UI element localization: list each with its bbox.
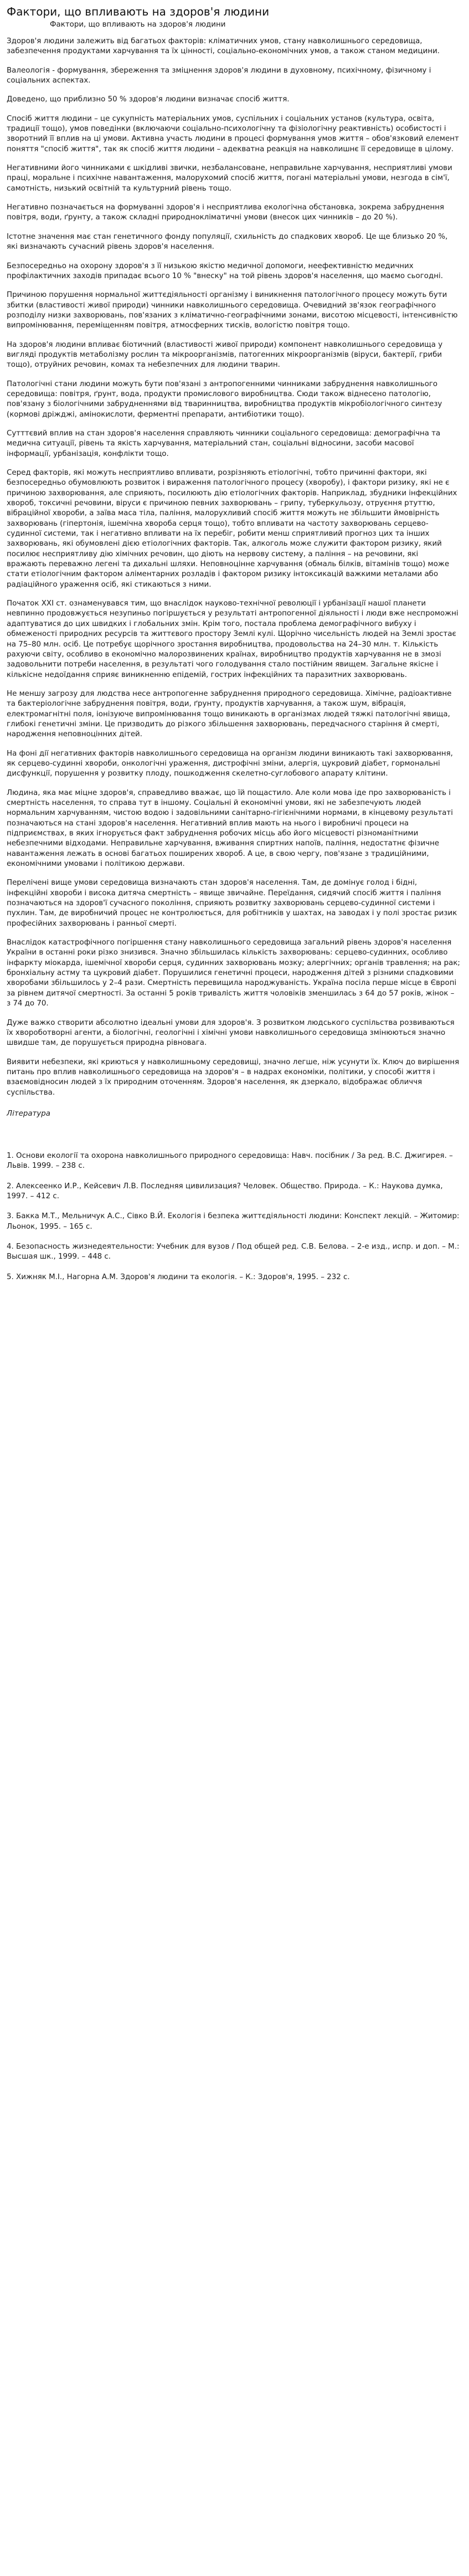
- paragraph: Спосіб життя людини – це сукупність матеріальних умов, суспільних і соціальних установ (культура, освіта, традиції тощо), умов поведінки (включаючи соціально-психологічну та фізіологічну реактивність) особистості і зворотний її вплив на ці умови. Активна участь людини в процесі формування умов життя – обов'язковий елемент поняття "спосіб життя", так як спосіб життя людини – адекватна реакція на навколишнє її середовище в цілому.: [7, 114, 459, 153]
- paragraph: Сутттєвий вплив на стан здоров'я населення справляють чинники соціального середовища: демографічна та медична ситуації, рівень та якість харчування, матеріальний стан, соціальні відносини, засоби масової інформації, урбанізація, конфлікти тощо.: [7, 429, 441, 458]
- paragraph: Внаслідок катастрофічного погіршення стану навколишнього середовища загальний рівень здоров'я населення України в останні роки різко знизився. Значно збільшилась кількість захворювань: серцево-судинних, особливо інфаркту міокарда, ішемічної хвороби серця, судинних захворювань мозку; алергічних; органів травлення; на рак; бронхіальну астму та цукровий діабет. Порушилися генетичні процеси, народження дітей з різними спадковими хворобами збільшилось у 2–4 рази. Смертність перевищила народжуваність. Україна посіла перше місце в Європі за рівнем дитячої смертності. За останні 5 років тривалість життя чоловіків зменшилась з 64 до 57 років, жінок – з 74 до 70.: [7, 938, 460, 1008]
- paragraph: Істотне значення має стан генетичного фонду популяції, схильність до спадкових хвороб. Це ще близько 20 %, які визначають сучасний рівень здоров'я населення.: [7, 232, 448, 252]
- reference-list: [7, 1151, 460, 1282]
- paragraph: Здоров'я людини залежить від багатьох факторів: кліматичних умов, стану навколишнього середовища, забезпечення продуктами харчування та їх цінності, соціально-економічних умов, а також станом медицини.: [7, 37, 440, 56]
- reference-item: 4. Безопасность жизнедеятельности: Учебник для вузов / Под общей ред. С.В. Белова. – 2-е изд., испр. и доп. – М.: Высшая шк., 1999. – 448 с.: [7, 1242, 460, 1261]
- article-body: [7, 37, 460, 1098]
- reference-item: 5. Хижняк М.І., Нагорна А.М. Здоров'я людини та екологія. – К.: Здоров'я, 1995. – 232 с.: [7, 1272, 350, 1281]
- page-subtitle: Фактори, що впливають на здоров'я людини: [50, 20, 226, 29]
- paragraph: Дуже важко створити абсолютно ідеальні умови для здоров'я. З розвитком людського суспільства розвиваються їх хвороботворні агенти, а біологічні, геологічні і хімічні умови навколишнього середовища змінюються значно швидше там, де порушується природна рівновага.: [7, 1018, 455, 1048]
- paragraph: Патологічні стани людини можуть бути пов'язані з антропогенними чинниками забруднення навколишнього середовища: повітря, ґрунт, вода, продукти промислового виробництва. Сюди також віднесено патологію, пов'язану з біологічними забрудненнями від тваринництва, виробництва продуктів мікробіологічного синтезу (кормові дріжджі, амінокислоти, ферментні препарати, антибіотики тощо).: [7, 379, 442, 419]
- paragraph: Початок XXI ст. ознаменувався тим, що внаслідок науково-технічної революції і урбанізації нашої планети невпинно продовжується незупиньо погіршується у результаті антропогенної діяльності і люди вже неспроможні адаптуватися до цих швидких і глобальних змін. Крім того, постала проблема демографічного вибуху і обмеженості природних ресурсів та життєвого простору Землі кулі. Щорічно чисельність людей на Землі зростає на 75–80 млн. осіб. Це потребує щорічного зростання виробництва, продовольства на 24–30 млн. т. Кількість рахуючи світу, особливо в економічно малорозвинених країнах, виробництво продуктів харчування не в змозі задовольнити потреби населення, в результаті чого голодування стало постійним явищем. Загальне якісне і кількісне недоїдання сприяє виникненню епідемій, гострих інфекційних та паразитних захворювань.: [7, 599, 458, 679]
- paragraph: Людина, яка має міцне здоров'я, справедливо вважає, що їй пощастило. Але коли мова іде про захворюваність і смертність населення, то справа тут в іншому. Соціальні й економічні умови, які не забезпечують людей нормальним харчуванням, чистою водою і задовільними санітарно-гігієнічними нормами, в кінцевому результаті позначаються на стані здоров'я населення. Негативний вплив мають на нього і виробничі процеси на підприємствах, в яких ігнорується факт забруднення робочих місць або його місцевості різноманітними небезпечними відходами. Неправильне харчування, вживання спиртних напоїв, паління, недостатнє фізичне навантаження лежать в основі багатьох поширених хвороб. А це, в свою чергу, пов'язане з традиційними, економічними умовами і політикою держави.: [7, 788, 453, 869]
- paragraph: Негативними його чинниками є шкідливі звички, незбалансоване, неправильне харчування, несприятливі умови праці, моральне і психічне навантаження, малорухомий спосіб життя, погані матеріальні умови, незгода в сім'ї, самотність, низький освітній та культурний рівень тощо.: [7, 164, 452, 193]
- paragraph: Причиною порушення нормальної життєдіяльності організму і виникнення патологічного процесу можуть бути збитки (властивості живої природи) чинники навколишнього середовища. Очевидний зв'язок географічного розподілу низки захворювань, пов'язаних з кліматично-географічними зонами, висотою місцевості, інтенсивністю випромінювання, переміщенням повітря, атмосферних тисків, вологістю повітря тощо.: [7, 291, 458, 330]
- paragraph: Негативно позначається на формуванні здоров'я і несприятлива екологічна обстановка, зокрема забруднення повітря, води, ґрунту, а також складні природнокліматичні умови (внесок цих чинників – до 20 %).: [7, 203, 445, 222]
- literature-heading: Література: [7, 1109, 50, 1118]
- paragraph: Виявити небезпеки, які криються у навколишньому середовищі, значно легше, ніж усунути їх. Ключ до вирішення питань про вплив навколишнього середовища на здоров'я – в надрах економіки, політики, у способі життя і взаємовідносин людей з їх природним оточенням. Здоров'я населення, як дзеркало, відображає обличчя суспільства.: [7, 1058, 460, 1097]
- page-title: Фактори, що впливають на здоров'я людини: [7, 5, 270, 18]
- paragraph: Перелічені вище умови середовища визначають стан здоров'я населення. Там, де домінує голод і бідні, інфекційні хвороби і висока дитяча смертність – явище звичайне. Переїдання, сидячий спосіб життя і паління позначаються на здоров'ї сучасного покоління, сприяють розвитку захворювань серцево-судинної системи і пухлин. Там, де виробничий процес не контролюється, для робітників у шахтах, на заводах і у полі зростає ризик професійних захворювань і ранньої смерті.: [7, 879, 457, 928]
- paragraph: Не меншу загрозу для людства несе антропогенне забруднення природного середовища. Хімічне, радіоактивне та бактеріологічне забруднення повітря, води, ґрунту, продуктів харчування, а також шум, вібрація, електромагнітні поля, іонізуюче випромінювання тощо виникають в організмах людей тяжкі патологічні явища, глибокі генетичні зміни. Це призводить до різкого збільшення захворювань, передчасного старіння й смерті, народження неповноцінних дітей.: [7, 689, 452, 739]
- reference-item: 1. Основи екології та охорона навколишнього природного середовища: Навч. посібник / За ред. В.С. Джигирея. – Львів. 1999. – 238 с.: [7, 1151, 453, 1171]
- paragraph: Серед факторів, які можуть несприятливо впливати, розрізняють етіологічні, тобто причинні фактори, які безпосередньо обумовлюють розвиток і вираження патологічного процесу (хворобу), і фактори ризику, які не є причиною захворювання, але сприяють, посилюють дію етіологічних факторів. Наприклад, збудники інфекційних хвороб, токсичні речовини, віруси є причиною певних захворювань – грипу, туберкульозу, отруєння ртуттю, вібраційної хвороби, а заїва маса тіла, паління, малорухливий спосіб життя можуть не збільшити ймовірність захворювань (гіпертонія, ішемічна хвороба серця тощо), тобто впливати на частоту захворювань серцево-судинної системи, так і негативно впливати на їх перебіг, робити менш сприятливий прогноз цих та інших захворювань, які обумовлені дією етіологічних факторів. Так, алкоголь може служити фактором ризику, який посилює несприятливу дію хімічних речовин, що діють на нервову систему, а паління – на речовини, які вражають переважно легені та дихальні шляхи. Неповноцінне харчування (обмаль білків, вітамінів тощо) може стати етіологічним фактором аліментарних розладів і фактором ризику інтоксикацій важкими металами або радіаційного ураження осіб, які стикаються з ними.: [7, 469, 457, 589]
- reference-item: 2. Алексеенко И.Р., Кейсевич Л.В. Последняя цивилизация? Человек. Общество. Природа. – К.: Наукова думка, 1997. – 412 с.: [7, 1182, 443, 1200]
- document-page: [0, 4, 469, 1282]
- paragraph: Безпосередньо на охорону здоров'я з її низькою якістю медичної допомоги, неефективністю медичних профілактичних заходів припадає всього 10 % "внеску" на той рівень здоров'я населення, що маємо сьогодні.: [7, 261, 443, 280]
- paragraph: Валеологія - формування, збереження та зміцнення здоров'я людини в духовному, психічному, фізичному і соціальних аспектах.: [7, 66, 431, 85]
- paragraph: Доведено, що приблизно 50 % здоров'я людини визначає спосіб життя.: [7, 95, 290, 104]
- reference-item: 3. Бакка М.Т., Мельничук А.С., Сівко В.Й. Екологія і безпека життєдіяльності людини: Конспект лекцій. – Житомир: Льонок, 1995. – 165 с.: [7, 1212, 460, 1231]
- paragraph: На здоров'я людини впливає біотичний (властивості живої природи) компонент навколишнього середовища у вигляді продуктів метаболізму рослин та мікроорганізмів, патогенних мікроорганізмів (віруси, бактерії, гриби тощо), отруйних речовин, комах та небезпечних для людини тварин.: [7, 340, 443, 370]
- paragraph: На фоні дії негативних факторів навколишнього середовища на організм людини виникають такі захворювання, як серцево-судинні хвороби, онкологічні ураження, дистрофічні зміни, алергія, цукровий діабет, гормональні дисфункції, порушення у розвитку плоду, пошкодження скелетно-суглобового апарату клітини.: [7, 749, 453, 778]
